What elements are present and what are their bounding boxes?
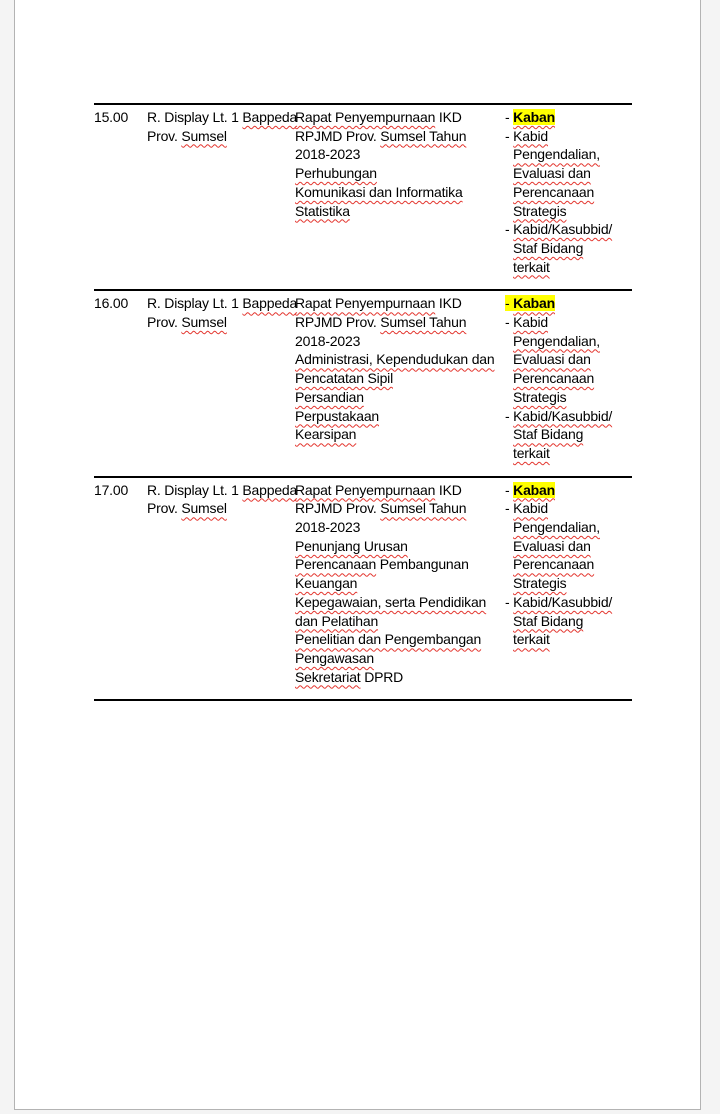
text-line: [505, 425, 632, 444]
text-line: [505, 332, 632, 351]
time-cell: [94, 290, 147, 476]
highlighted-text: -: [505, 295, 514, 312]
misspelled-text: Sumsel: [181, 500, 227, 517]
text-segment: R. Display Lt. 1: [147, 109, 243, 125]
text-segment: -: [505, 127, 514, 144]
participants-cell: [505, 290, 632, 476]
text-line: [295, 574, 505, 593]
text-line: [505, 183, 632, 202]
text-segment: R. Display Lt. 1: [147, 481, 243, 498]
schedule-table-body: [94, 104, 632, 700]
text-line: [295, 630, 505, 649]
text-line: [295, 593, 505, 612]
text-line: [295, 537, 505, 556]
time-cell: [94, 477, 147, 701]
misspelled-text: Perencanaan: [513, 556, 595, 573]
text-line: [295, 499, 505, 518]
misspelled-text: terkait: [513, 444, 550, 461]
text-segment: -: [505, 500, 514, 517]
misspelled-text: Statistika: [295, 202, 350, 219]
text-line: [295, 612, 505, 631]
text-segment: 2018-2023: [295, 519, 361, 536]
misspelled-text: Evaluasi dan: [513, 351, 591, 368]
text-line: [295, 127, 505, 146]
text-line: [505, 444, 632, 463]
misspelled-text: Sumsel: [181, 314, 227, 331]
misspelled-text: Keuangan: [295, 575, 358, 592]
misspelled-text: Perencanaan: [513, 183, 595, 200]
text-segment: Pembangunan: [376, 556, 469, 573]
misspelled-text: Perpustakaan: [295, 407, 379, 424]
text-segment: -: [505, 481, 514, 498]
misspelled-text: Kabid/Kasubbid/: [513, 407, 613, 424]
text-line: [147, 481, 298, 500]
text-line: [505, 258, 632, 277]
text-line: [505, 127, 632, 146]
text-line: [147, 127, 295, 146]
document-page[interactable]: [14, 0, 701, 1110]
misspelled-text: Staf Bidang: [513, 239, 584, 256]
misspelled-text: dan Pelatihan: [295, 612, 379, 629]
text-line: [295, 145, 505, 164]
highlighted-text: Kaban: [513, 295, 555, 312]
misspelled-text: Perencanaan: [295, 556, 377, 573]
text-line: [505, 164, 632, 183]
text-line: [505, 593, 632, 612]
location-cell: [147, 290, 298, 476]
misspelled-text: Penelitian dan Pengembangan: [295, 631, 482, 648]
misspelled-text: Strategis: [513, 575, 567, 592]
misspelled-text: Administrasi, Kependudukan dan: [295, 351, 495, 368]
text-line: [295, 369, 505, 388]
misspelled-text: Rapat Penyempurnaan: [295, 295, 436, 312]
text-line: [505, 499, 632, 518]
text-line: [295, 555, 505, 574]
text-line: [295, 202, 505, 221]
text-line: [295, 407, 505, 426]
text-line: [505, 202, 632, 221]
text-segment: 2018-2023: [295, 332, 361, 349]
misspelled-text: Kabid: [513, 500, 548, 517]
time-cell: [94, 104, 147, 290]
text-line: [505, 555, 632, 574]
text-segment: -: [505, 314, 514, 331]
text-segment: Prov.: [147, 127, 182, 144]
text-line: [505, 220, 632, 239]
text-segment: RPJMD Prov.: [295, 500, 381, 517]
text-line: [295, 332, 505, 351]
text-line: [505, 612, 632, 631]
text-line: [505, 630, 632, 649]
misspelled-text: Perhubungan: [295, 165, 377, 182]
text-line: [295, 425, 505, 444]
text-segment: -: [505, 109, 514, 125]
text-line: [505, 388, 632, 407]
misspelled-text: Kabid/Kasubbid/: [513, 593, 613, 610]
text-line: [295, 183, 505, 202]
misspelled-text: Persandian: [295, 388, 364, 405]
misspelled-text: Strategis: [513, 202, 567, 219]
misspelled-text: Bappeda: [242, 109, 298, 125]
misspelled-text: Bappeda: [242, 481, 298, 498]
text-line: [505, 350, 632, 369]
misspelled-text: Evaluasi dan: [513, 165, 591, 182]
time-text: 15.00: [94, 109, 129, 125]
text-segment: -: [505, 221, 514, 238]
misspelled-text: Pencatatan Sipil: [295, 370, 393, 387]
table-row: [94, 477, 632, 701]
location-cell: [147, 477, 298, 701]
text-line: [147, 499, 295, 518]
misspelled-text: Penunjang Urusan: [295, 537, 408, 554]
misspelled-text: Sumsel Tahun: [380, 314, 467, 331]
time-text: 16.00: [94, 295, 129, 312]
misspelled-text: Perencanaan: [513, 370, 595, 387]
text-segment: R. Display Lt. 1: [147, 295, 243, 312]
text-segment: RPJMD Prov.: [295, 127, 381, 144]
text-segment: 2018-2023: [295, 146, 361, 163]
misspelled-text: Pengawasan: [295, 649, 374, 666]
participants-cell: [505, 477, 632, 701]
misspelled-text: Pengendalian,: [513, 146, 600, 163]
misspelled-text: Kearsipan: [295, 426, 357, 443]
misspelled-text: Komunikasi dan Informatika: [295, 183, 463, 200]
misspelled-text: Kepegawaian, serta Pendidikan: [295, 593, 487, 610]
text-segment: IKD: [435, 295, 462, 312]
misspelled-text: Kabid: [513, 127, 548, 144]
text-line: [295, 649, 505, 668]
misspelled-text: Evaluasi dan: [513, 537, 591, 554]
text-segment: -: [505, 593, 514, 610]
misspelled-text: Kabid: [513, 314, 548, 331]
text-segment: IKD: [435, 109, 462, 125]
text-line: [295, 350, 505, 369]
location-cell: [147, 104, 298, 290]
highlighted-text: Kaban: [513, 481, 555, 498]
misspelled-text: Staf Bidang: [513, 612, 584, 629]
text-line: [505, 108, 632, 127]
text-line: [505, 574, 632, 593]
misspelled-text: Bappeda: [242, 295, 298, 312]
activity-cell: [295, 477, 505, 701]
activity-cell: [295, 290, 505, 476]
misspelled-text: terkait: [513, 258, 550, 275]
misspelled-text: Staf Bidang: [513, 426, 584, 443]
text-line: [505, 145, 632, 164]
text-segment: -: [505, 407, 514, 424]
text-line: [505, 239, 632, 258]
misspelled-text: Pengendalian,: [513, 519, 600, 536]
text-line: [147, 294, 298, 313]
text-line: [295, 108, 505, 127]
misspelled-text: Pengendalian,: [513, 332, 600, 349]
text-line: [295, 481, 505, 500]
text-line: [505, 518, 632, 537]
text-segment: Prov.: [147, 314, 182, 331]
misspelled-text: Sumsel Tahun: [380, 127, 467, 144]
text-line: [505, 313, 632, 332]
text-segment: Prov.: [147, 500, 182, 517]
misspelled-text: Kabid/Kasubbid/: [513, 221, 613, 238]
misspelled-text: Sekretariat: [295, 668, 361, 685]
text-line: [295, 668, 505, 687]
time-text: 17.00: [94, 481, 129, 498]
text-line: [147, 313, 295, 332]
activity-cell: [295, 104, 505, 290]
text-line: [295, 164, 505, 183]
text-segment: DPRD: [360, 668, 404, 685]
text-segment: IKD: [435, 481, 462, 498]
text-line: [505, 481, 632, 500]
text-line: [505, 294, 632, 313]
misspelled-text: Sumsel Tahun: [380, 500, 467, 517]
text-line: [295, 294, 505, 313]
misspelled-text: Sumsel: [181, 127, 227, 144]
misspelled-text: Rapat Penyempurnaan: [295, 109, 436, 125]
text-line: [505, 369, 632, 388]
text-line: [505, 407, 632, 426]
text-line: [147, 108, 298, 127]
table-row: [94, 104, 632, 290]
schedule-table: [94, 103, 632, 701]
text-segment: RPJMD Prov.: [295, 314, 381, 331]
highlighted-text: Kaban: [513, 109, 555, 125]
text-line: [295, 313, 505, 332]
text-line: [505, 537, 632, 556]
misspelled-text: Rapat Penyempurnaan: [295, 481, 436, 498]
text-line: [295, 518, 505, 537]
misspelled-text: Strategis: [513, 388, 567, 405]
table-row: [94, 290, 632, 476]
text-line: [295, 388, 505, 407]
participants-cell: [505, 104, 632, 290]
misspelled-text: terkait: [513, 631, 550, 648]
